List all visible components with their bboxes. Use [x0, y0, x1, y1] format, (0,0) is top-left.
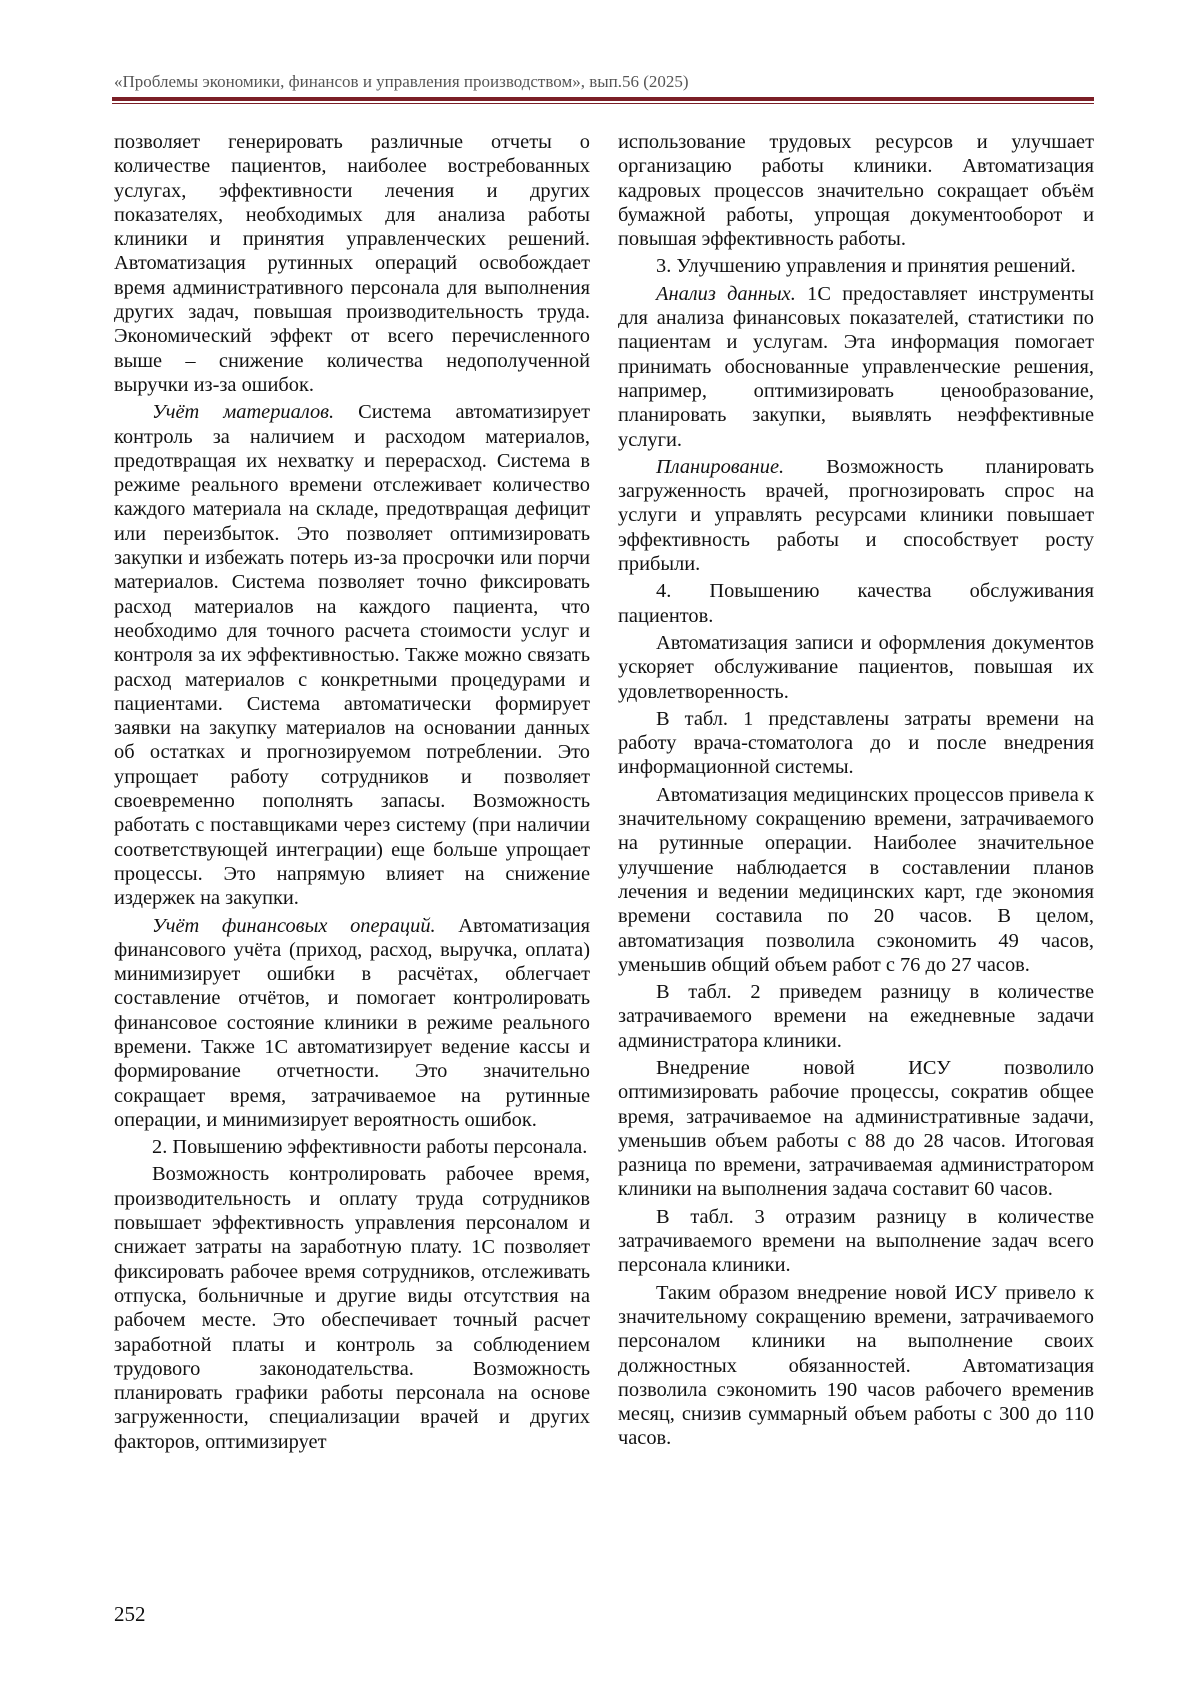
right-column: [618, 130, 1094, 1454]
paragraph: В табл. 3 отразим разницу в количестве затрачиваемого времени на выполнение задач всего персонала клиники.: [618, 1205, 1094, 1277]
left-column: [114, 130, 590, 1457]
paragraph: В табл. 1 представлены затраты времени на работу врача-стоматолога до и после внедрения информационной системы.: [618, 707, 1094, 779]
page-number: 252: [114, 1602, 146, 1626]
running-header: «Проблемы экономики, финансов и управления производством», вып.56 (2025): [114, 72, 689, 91]
list-item-heading: 3. Улучшению управления и принятия решений.: [656, 255, 1076, 278]
paragraph-analysis: [618, 282, 1094, 452]
header-rule-thin: [112, 103, 1094, 104]
header-rule-thick: [112, 97, 1094, 101]
paragraph: Таким образом внедрение новой ИСУ привело к значительному сокращению времени, затрачиваемого персоналом клиники на выполнение своих должностных обязанностей. Автоматизация позволила сэкономить 190 часов рабочего временив месяц, снизив суммарный объем работы с 300 до 110 часов.: [618, 1281, 1094, 1450]
paragraph: Автоматизация записи и оформления документов ускоряет обслуживание пациентов, повышая их удовлетворенность.: [618, 631, 1094, 703]
list-item-heading: 4. Повышению качества обслуживания пациентов.: [618, 580, 1094, 627]
paragraph-materials: [114, 400, 590, 910]
paragraph-lead: Планирование.: [656, 455, 785, 478]
paragraph-body: Автоматизация финансового учёта (приход, расход, выручка, оплата) минимизирует ошибки в расчётах, облегчает составление отчётов, и помогает контролировать финансовое состояние клиники в режиме реального времени. Также 1С автоматизирует ведение кассы и формирование отчетности. Это значительно сокращает время, затрачиваемое на рутинные операции, и минимизирует вероятность ошибок.: [114, 914, 591, 1131]
paragraph: использование трудовых ресурсов и улучшает организацию работы клиники. Автоматизация кадровых процессов значительно сокращает объём бумажной работы, упрощая документооборот и повышая эффективность работы.: [618, 131, 1094, 251]
paragraph-body: 1С предоставляет инструменты для анализа финансовых показателей, статистики по пациентам и услугам. Эта информация помогает принимать обоснованные управленческие решения, например, оптимизировать ценообразование, планировать закупки, выявлять неэффективные услуги.: [618, 282, 1094, 451]
paragraph-planning: [618, 455, 1094, 576]
paragraph: В табл. 2 приведем разницу в количестве затрачиваемого времени на ежедневные задачи администратора клиники.: [618, 981, 1094, 1052]
paragraph: Возможность контролировать рабочее время, производительность и оплату труда сотрудников повышает эффективность управления персоналом и снижает затраты на заработную плату. 1С позволяет фиксировать рабочее время сотрудников, отслеживать отпуска, больничные и другие виды отсутствия на рабочем месте. Это обеспечивает точный расчет заработной платы и контроль за соблюдением трудового законодательства. Возможность планировать графики работы персонала на основе загруженности, специализации врачей и других факторов, оптимизирует: [114, 1163, 590, 1453]
paragraph: Внедрение новой ИСУ позволило оптимизировать рабочие процессы, сократив общее время, затрачиваемое на административные задачи, уменьшив объем работы с 88 до 28 часов. Итоговая разница по времени, затрачиваемая администратором клиники на выполнения задача составит 60 часов.: [618, 1056, 1094, 1201]
paragraph-lead: Учёт финансовых операций.: [152, 914, 436, 937]
list-item-heading: 2. Повышению эффективности работы персонала.: [152, 1136, 588, 1159]
paragraph-finance: [114, 914, 590, 1133]
paragraph-lead: Учёт материалов.: [152, 401, 335, 424]
paragraph: Автоматизация медицинских процессов привела к значительному сокращению времени, затрачиваемого на рутинные операции. Наиболее значительное улучшение наблюдается в составлении планов лечения и ведении медицинских карт, где экономия времени составила по 20 часов. В целом, автоматизация позволила сэкономить 49 часов, уменьшив общий объем работ с 76 до 27 часов.: [618, 783, 1094, 976]
paragraph: позволяет генерировать различные отчеты о количестве пациентов, наиболее востребованных услугах, эффективности лечения и других показателях, необходимых для анализа работы клиники и принятия управленческих решений. Автоматизация рутинных операций освобождает время административного персонала для выполнения других задач, повышая производительность труда. Экономический эффект от всего перечисленного выше – снижение количества недополученной выручки из-за ошибок.: [114, 131, 590, 396]
paragraph-lead: Анализ данных.: [656, 282, 796, 305]
paragraph-body: Система автоматизирует контроль за наличием и расходом материалов, предотвращая их нехватку и перерасход. Система в режиме реального времени отслеживает количество каждого материала на складе, предотвращая дефицит или переизбыток. Это позволяет оптимизировать закупки и избежать потерь из-за просрочки или порчи материалов. Система позволяет точно фиксировать расход материалов на каждого пациента, что необходимо для точного расчета стоимости услуг и контроля за их эффективностью. Также можно связать расход материалов с конкретными процедурами и пациентами. Система автоматически формирует заявки на закупку материалов на основании данных об остатках и прогнозируемом потреблении. Это упрощает работу сотрудников и позволяет своевременно пополнять запасы. Возможность работать с поставщиками через систему (при наличии соответствующей интеграции) еще больше упрощает процессы. Это напрямую влияет на снижение издержек на закупки.: [114, 401, 590, 910]
paragraph-body: Возможность планировать загруженность врачей, прогнозировать спрос на услуги и управлять ресурсами клиники повышает эффективность работы и способствует росту прибыли.: [618, 455, 1094, 576]
